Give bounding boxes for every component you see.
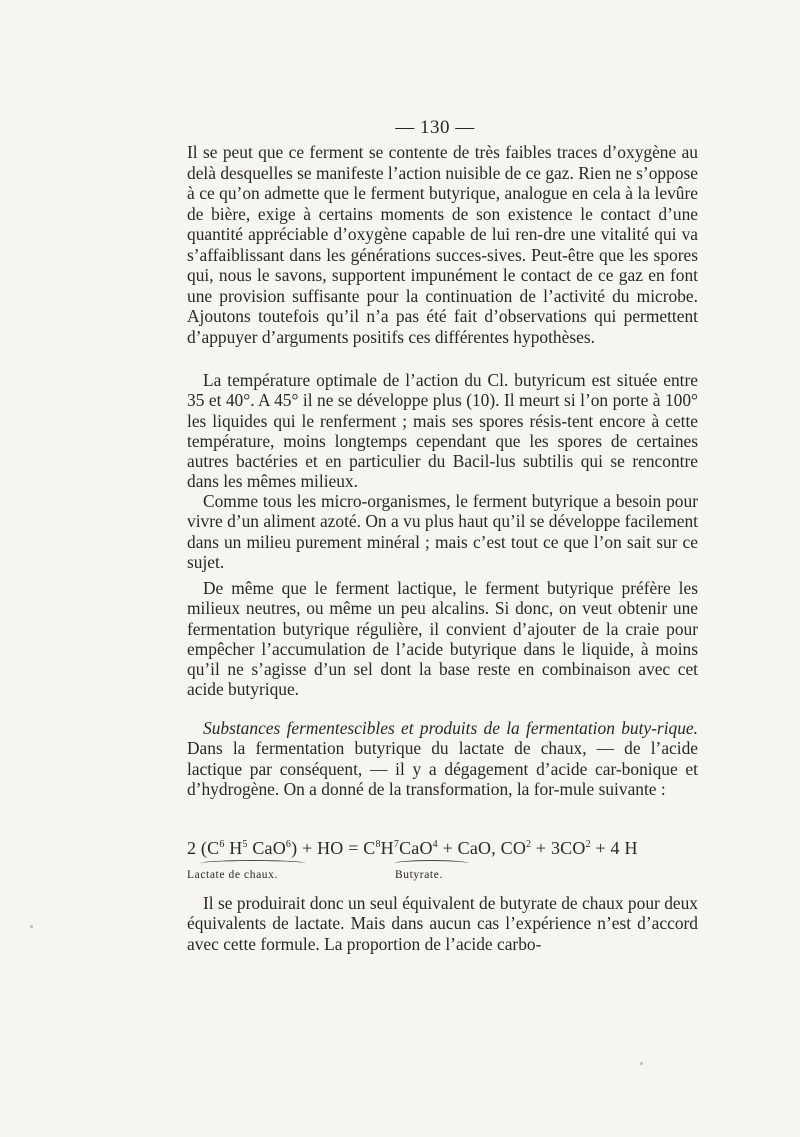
paragraph-text: Comme tous les micro-organismes, le ferment butyrique a besoin pour vivre d’un aliment azoté. On a vu plus haut qu’il se développe facilement dans un milieu purement minéral ; mais c’est tout ce que l’on sait sur ce sujet. (187, 491, 698, 572)
paragraph-conclusion (187, 893, 698, 954)
paper-speck (640, 1062, 643, 1065)
paragraph-neutral-media (187, 578, 698, 700)
underbrace-butyrate (394, 860, 469, 867)
paragraph-text: De même que le ferment lactique, le ferment butyrique préfère les milieux neutres, ou même un peu alcalins. Si donc, on veut obtenir une fermentation butyrique régulière, il convient d’ajouter de la craie pour empêcher l’accumulation de l’acide butyrique dans le liquide, à moins qu’il ne s’agisse d’un sel dont la base reste en combinaison avec cet acide butyrique. (187, 578, 698, 700)
page-number: — 130 — (395, 117, 475, 138)
label-lactate: Lactate de chaux. (187, 869, 278, 881)
section-heading: Substances fermentescibles et produits de la fermentation buty-rique. (203, 718, 698, 738)
underbrace-lactate (200, 860, 306, 867)
formula-equation: 2 ($C^6$ $H^5$ CaO$^6$) + HO = $C^8H^7CaO^4$ + CaO, $CO^2 + 3CO^2 + 4$ H (187, 838, 638, 858)
section-paragraph (187, 718, 698, 799)
chemical-formula (187, 838, 707, 881)
label-butyrate: Butyrate. (395, 869, 443, 881)
paragraph-text: La température optimale de l’action du Cl. butyricum est située entre 35 et 40°. A 45° il ne se développe plus (10). Il meurt si l’on porte à 100° les liquides qui le renferment ; mais ses spores résis-tent encore à cette température, moins longtemps cependant que les spores de certaines autres bactéries et en particulier du Bacil-lus subtilis qui se rencontre dans les mêmes milieux. (187, 370, 698, 492)
section-substances (187, 718, 698, 799)
paragraph-oxygen (187, 142, 698, 347)
paragraph-temperature (187, 370, 698, 492)
paragraph-text: Il se peut que ce ferment se contente de très faibles traces d’oxygène au delà desquelles se manifeste l’action nuisible de ce gaz. Rien ne s’oppose à ce qu’on admette que le ferment butyrique, analogue en cela à la levûre de bière, exige à certains moments de son existence le contact d’une quantité appréciable d’oxygène capable de lui ren-dre une vitalité qui va s’affaiblissant dans les générations succes-sives. Peut-être que les spores qui, nous le savons, supportent impunément le contact de ce gaz en font une provision suffisante pour la continuation de l’activité du microbe. Ajoutons toutefois qu’il n’a pas été fait d’observations qui permettent d’appuyer d’arguments positifs ces différentes hypothèses. (187, 142, 698, 347)
paragraph-nitrogen (187, 491, 698, 572)
paragraph-text: Il se produirait donc un seul équivalent de butyrate de chaux pour deux équivalents de lactate. Mais dans aucun cas l’expérience n’est d’accord avec cette formule. La proportion de l’acide carbo- (187, 893, 698, 954)
section-text: Dans la fermentation butyrique du lactate de chaux, — de l’acide lactique par conséquent, — il y a dégagement d’acide car-bonique et d’hydrogène. On a donné de la transformation, la for-mule suivante : (187, 738, 698, 799)
paper-speck (30, 925, 33, 928)
